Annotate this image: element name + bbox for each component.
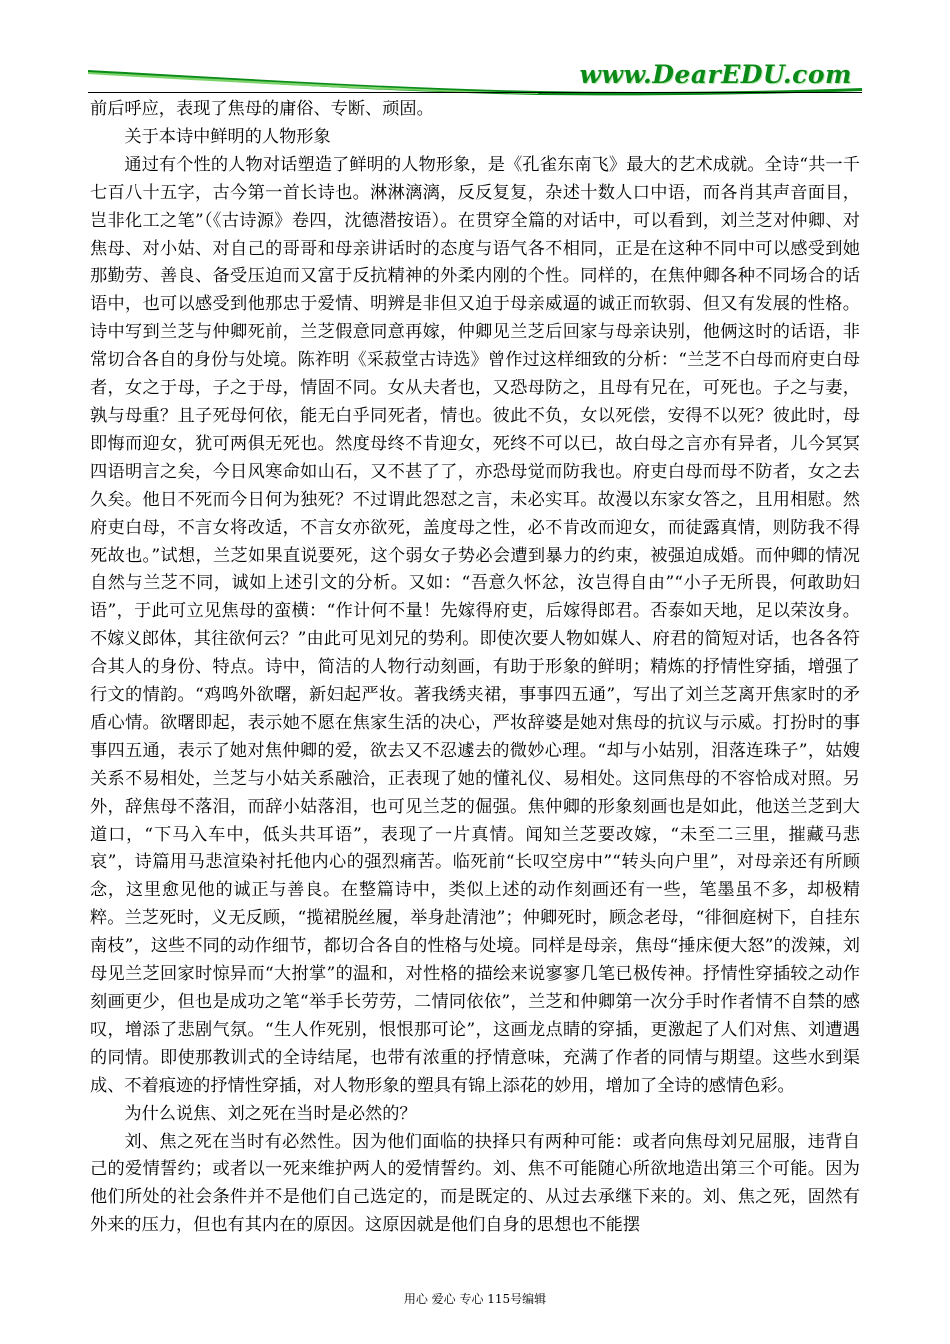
article-body (90, 96, 860, 1240)
paragraph-character-images: 通过有个性的人物对话塑造了鲜明的人物形象，是《孔雀东南飞》最大的艺术成就。全诗“共一千七百八十五字，古今第一首长诗也。淋淋漓漓，反反复复，杂述十数人口中语，而各肖其声音面目，岂非化工之笔”（《古诗源》卷四，沈德潜按语）。在贯穿全篇的对话中，可以看到，刘兰芝对仲卿、对焦母、对小姑、对自己的哥哥和母亲讲话时的态度与语气各不相同，正是在这种不同中可以感受到她那勤劳、善良、备受压迫而又富于反抗精神的外柔内刚的个性。同样的，在焦仲卿各种不同场合的话语中，也可以感受到他那忠于爱情、明辨是非但又迫于母亲威逼的诚正而软弱、但又有发展的性格。诗中写到兰芝与仲卿死前，兰芝假意同意再嫁，仲卿见兰芝后回家与母亲诀别，他俩这时的话语，非常切合各自的身份与处境。陈祚明《采菽堂古诗选》曾作过这样细致的分析：“兰芝不白母而府吏白母者，女之于母，子之于母，情固不同。女从夫者也，又恐母防之，且母有兄在，可死也。子之与妻，孰与母重？且子死母何依，能无白乎同死者，情也。彼此不负，女以死偿，安得不以死？彼此时，母即悔而迎女，犹可两俱无死也。然度母终不肯迎女，死终不可以已，故白母之言亦有异者，儿今冥冥四语明言之矣，今日风寒命如山石，又不甚了了，亦恐母觉而防我也。府吏白母而母不防者，女之去久矣。他日不死而今日何为独死？不过谓此怨怼之言，未必实耳。故漫以东家女答之，且用相慰。然府吏白母，不言女将改适，不言女亦欲死，盖度母之性，必不肯改而迎女，而徒露真情，则防我不得死故也。”试想，兰芝如果直说要死，这个弱女子势必会遭到暴力的约束，被强迫成婚。而仲卿的情况自然与兰芝不同，诚如上述引文的分析。又如：“吾意久怀忿，汝岂得自由”“小子无所畏，何敢助妇语”，于此可立见焦母的蛮横：“作计何不量！先嫁得府吏，后嫁得郎君。否泰如天地，足以荣汝身。不嫁义郎体，其往欲何云？”由此可见刘兄的势利。即使次要人物如媒人、府君的简短对话，也各各符合其人的身份、特点。诗中，简洁的人物行动刻画，有助于形象的鲜明；精炼的抒情性穿插，增强了行文的情韵。“鸡鸣外欲曙，新妇起严妆。著我绣夹裙，事事四五通”，写出了刘兰芝离开焦家时的矛盾心情。欲曙即起，表示她不愿在焦家生活的决心，严妆辞婆是她对焦母的抗议与示威。打扮时的事事四五通，表示了她对焦仲卿的爱，欲去又不忍遽去的微妙心理。“却与小姑别，泪落连珠子”，姑嫂关系不易相处，兰芝与小姑关系融洽，正表现了她的懂礼仪、易相处。这同焦母的不容恰成对照。另外，辞焦母不落泪，而辞小姑落泪，也可见兰芝的倔强。焦仲卿的形象刻画也是如此，他送兰芝到大道口，“下马入车中，低头共耳语”，表现了一片真情。闻知兰芝要改嫁，“未至二三里，摧藏马悲哀”，诗篇用马悲渲染衬托他内心的强烈痛苦。临死前“长叹空房中”“转头向户里”，对母亲还有所顾念，这里愈见他的诚正与善良。在整篇诗中，类似上述的动作刻画还有一些，笔墨虽不多，却极精粹。兰芝死时，义无反顾，“揽裙脱丝履，举身赴清池”；仲卿死时，顾念老母，“徘徊庭树下，自挂东南枝”，这些不同的动作细节，都切合各自的性格与处境。同样是母亲，焦母“捶床便大怒”的泼辣，刘母见兰芝回家时惊异而“大拊掌”的温和，对性格的描绘来说寥寥几笔已极传神。抒情性穿插较之动作刻画更少，但也是成功之笔“举手长劳劳，二情同依依”，兰芝和仲卿第一次分手时作者情不自禁的感叹，增添了悲剧气氛。“生人作死别，恨恨那可论”，这画龙点睛的穿插，更激起了人们对焦、刘遭遇的同情。即使那教训式的全诗结尾，也带有浓重的抒情意味，充满了作者的同情与期望。这些水到渠成、不着痕迹的抒情性穿插，对人物形象的塑具有锦上添花的妙用，增加了全诗的感情色彩。 (90, 154, 860, 1096)
page-header (88, 58, 862, 100)
page-footer: 用心 爱心 专心 115号编辑 (403, 1292, 547, 1306)
section-heading-inevitable-death: 为什么说焦、刘之死在当时是必然的？ (124, 1103, 417, 1124)
paragraph-inevitable-death: 刘、焦之死在当时有必然性。因为他们面临的抉择只有两种可能：或者向焦母刘兄屈服，违背自己的爱情誓约；或者以一死来维护两人的爱情誓约。刘、焦不可能随心所欲地造出第三个可能。因为他们所处的社会条件并不是他们自己选定的，而是既定的、从过去承继下来的。刘、焦之死，固然有外来的压力，但也有其内在的原因。这原因就是他们自身的思想也不能摆 (90, 1131, 860, 1236)
header-rule (88, 92, 862, 93)
section-heading-character-images: 关于本诗中鲜明的人物形象 (124, 126, 331, 147)
site-logo-text: www.DearEDU.com (579, 60, 852, 89)
paragraph-1: 前后呼应，表现了焦母的庸俗、专断、顽固。 (90, 99, 434, 119)
